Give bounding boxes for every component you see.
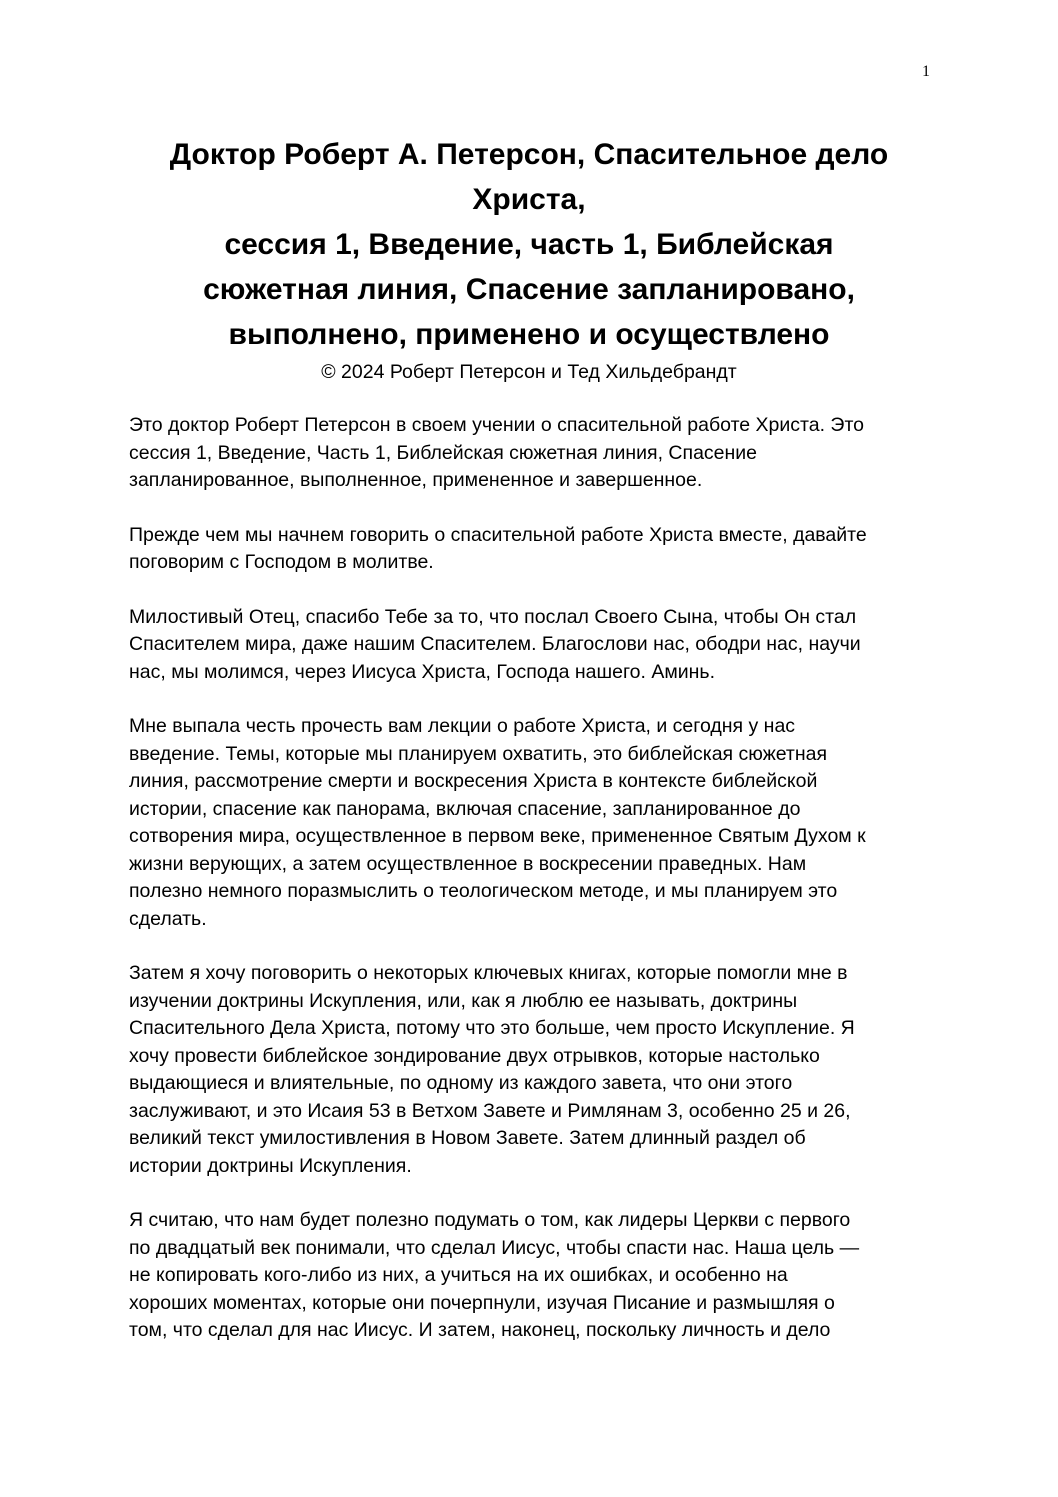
title-line: сюжетная линия, Спасение запланировано, [203, 273, 855, 306]
text-line: Это доктор Роберт Петерсон в своем учении о спасительной работе Христа. Это [129, 414, 865, 436]
text-line: изучении доктрины Искупления, или, как я люблю ее называть, доктрины [129, 989, 798, 1012]
text-line: выдающиеся и влиятельные, по одному из каждого завета, что они этого [129, 1072, 793, 1094]
title-line: Христа, [472, 183, 586, 216]
text-line: поговорим с Господом в молитве. [129, 551, 434, 573]
title-line: Доктор Роберт А. Петерсон, Спасительное дело [169, 138, 889, 171]
text-line: Прежде чем мы начнем говорить о спасительной работе Христа вместе, давайте [129, 523, 867, 546]
text-line: запланированное, выполненное, примененное и завершенное. [129, 469, 703, 491]
text-line: введение. Темы, которые мы планируем охватить, это библейская сюжетная [129, 742, 828, 765]
text-line: сессия 1, Введение, Часть 1, Библейская сюжетная линия, Спасение [129, 441, 758, 464]
text-line: хороших моментах, которые они почерпнули, изучая Писание и размышляя о [129, 1291, 835, 1314]
title-line: сессия 1, Введение, часть 1, Библейская [224, 228, 834, 261]
title-line: выполнено, применено и осуществлено [228, 318, 830, 351]
text-line: том, что сделал для нас Иисус. И затем, наконец, поскольку личность и дело [129, 1319, 831, 1341]
text-line: по двадцатый век понимали, что сделал Иисус, чтобы спасти нас. Наша цель — [129, 1236, 860, 1259]
text-line: Затем я хочу поговорить о некоторых ключевых книгах, которые помогли мне в [129, 962, 848, 984]
text-line: истории, спасение как панорама, включая спасение, запланированное до [129, 797, 801, 820]
paragraph [129, 412, 941, 495]
text-line: истории доктрины Искупления. [129, 1154, 412, 1177]
text-line: Спасителем мира, даже нашим Спасителем. Благослови нас, ободри нас, научи [129, 633, 861, 655]
text-line: сотворения мира, осуществленное в первом веке, примененное Святым Духом к [129, 825, 866, 847]
copyright-notice: © 2024 Роберт Петерсон и Тед Хильдебрандт [321, 361, 737, 383]
text-line: Милостивый Отец, спасибо Тебе за то, что послал Своего Сына, чтобы Он стал [129, 605, 857, 628]
text-line: не копировать кого-либо из них, а учиться на их ошибках, и особенно на [129, 1264, 788, 1286]
paragraph [129, 1207, 941, 1345]
text-line: нас, мы молимся, через Иисуса Христа, Господа нашего. Аминь. [129, 660, 715, 683]
paragraph [129, 604, 941, 687]
text-line: Спасительного Дела Христа, потому что это больше, чем просто Искупление. Я [129, 1017, 855, 1039]
paragraph [129, 522, 941, 577]
document-title [96, 132, 962, 357]
paragraph [129, 713, 941, 933]
text-line: заслуживают, и это Исаия 53 в Ветхом Завете и Римлянам 3, особенно 25 и 26, [129, 1099, 851, 1122]
page-number: 1 [922, 63, 930, 80]
text-line: великий текст умилостивления в Новом Завете. Затем длинный раздел об [129, 1127, 806, 1149]
text-line: линия, рассмотрение смерти и воскресения Христа в контексте библейской [129, 770, 818, 792]
text-line: Я считаю, что нам будет полезно подумать о том, как лидеры Церкви с первого [129, 1209, 851, 1231]
text-line: хочу провести библейское зондирование двух отрывков, которые настолько [129, 1044, 820, 1067]
text-line: Мне выпала честь прочесть вам лекции о работе Христа, и сегодня у нас [129, 715, 796, 737]
text-line: жизни верующих, а затем осуществленное в воскресении праведных. Нам [129, 852, 807, 875]
text-line: полезно немного поразмыслить о теологическом методе, и мы планируем это [129, 880, 838, 902]
text-line: сделать. [129, 907, 207, 930]
paragraph [129, 960, 941, 1180]
body-text [129, 412, 941, 1372]
